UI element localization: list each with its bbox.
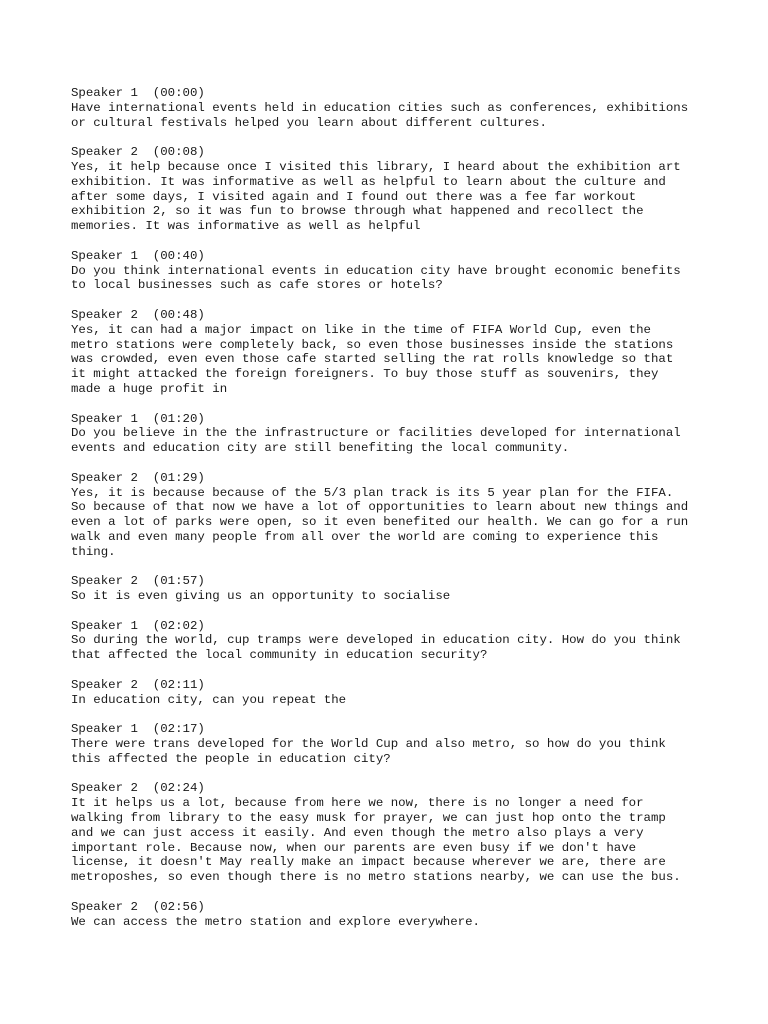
utterance-text — [71, 264, 731, 294]
speaker-name: Speaker 2 — [71, 470, 138, 485]
timestamp: (02:11) — [152, 677, 205, 692]
utterance-line: So because of that now we have a lot of opportunities to learn about new things and — [71, 500, 689, 515]
utterance-line: walk and even many people from all over the world are coming to experience this — [71, 529, 659, 544]
transcript-turn — [71, 678, 731, 708]
utterance-line: Yes, it is because because of the 5/3 plan track is its 5 year plan for the FIFA. — [71, 485, 674, 500]
transcript-turn — [71, 471, 731, 560]
utterance-line: thing. — [71, 544, 116, 559]
transcript-turn — [71, 249, 731, 293]
speaker-name: Speaker 2 — [71, 677, 138, 692]
transcript-turn — [71, 308, 731, 397]
utterance-line: memories. It was informative as well as helpful — [71, 219, 421, 234]
utterance-text — [71, 160, 731, 234]
speaker-timestamp-line — [71, 145, 731, 160]
speaker-timestamp-line — [71, 619, 731, 634]
utterance-line: even a lot of parks were open, so it even benefited our health. We can go for a run — [71, 515, 689, 530]
timestamp: (01:29) — [152, 470, 205, 485]
speaker-name: Speaker 1 — [71, 86, 138, 100]
utterance-line: and we can just access it easily. And even though the metro also plays a very — [71, 825, 644, 840]
utterance-line: Do you think international events in education city have brought economic benefits — [71, 263, 681, 278]
timestamp: (02:24) — [152, 781, 205, 796]
utterance-line: it might attacked the foreign foreigners. To buy those stuff as souvenirs, they — [71, 367, 659, 382]
speaker-timestamp-line — [71, 308, 731, 323]
transcript-turn — [71, 781, 731, 885]
timestamp: (00:08) — [152, 145, 205, 160]
speaker-name: Speaker 1 — [71, 411, 138, 426]
transcript-turn — [71, 86, 731, 130]
speaker-name: Speaker 1 — [71, 248, 138, 263]
transcript-turn — [71, 722, 731, 766]
utterance-line: We can access the metro station and explore everywhere. — [71, 914, 480, 929]
speaker-timestamp-line — [71, 412, 731, 427]
utterance-line: events and education city are still benefiting the local community. — [71, 441, 570, 456]
utterance-text — [71, 796, 731, 885]
utterance-text — [71, 633, 731, 663]
utterance-text — [71, 486, 731, 560]
timestamp: (01:57) — [152, 574, 205, 589]
transcript-turn — [71, 412, 731, 456]
utterance-line: was crowded, even even those cafe started selling the rat rolls knowledge so that — [71, 352, 674, 367]
timestamp: (02:02) — [152, 618, 205, 633]
speaker-timestamp-line — [71, 471, 731, 486]
utterance-text — [71, 915, 731, 930]
utterance-line: after some days, I visited again and I found out there was a fee far workout — [71, 189, 637, 204]
utterance-line: So it is even giving us an opportunity to socialise — [71, 589, 451, 604]
utterance-line: this affected the people in education city? — [71, 751, 391, 766]
utterance-line: There were trans developed for the World Cup and also metro, so how do you think — [71, 737, 666, 752]
utterance-line: that affected the local community in education security? — [71, 648, 488, 663]
utterance-text — [71, 737, 731, 767]
utterance-text — [71, 589, 731, 604]
speaker-name: Speaker 1 — [71, 722, 138, 737]
transcript-turn — [71, 619, 731, 663]
speaker-name: Speaker 2 — [71, 899, 138, 914]
timestamp: (02:56) — [152, 899, 205, 914]
utterance-line: In education city, can you repeat the — [71, 692, 347, 707]
timestamp: (02:17) — [152, 722, 205, 737]
utterance-line: exhibition. It was informative as well as helpful to learn about the culture and — [71, 174, 666, 189]
speaker-timestamp-line — [71, 781, 731, 796]
utterance-line: It it helps us a lot, because from here we now, there is no longer a need for — [71, 796, 644, 811]
utterance-line: So during the world, cup tramps were developed in education city. How do you think — [71, 633, 681, 648]
utterance-line: Yes, it can had a major impact on like in the time of FIFA World Cup, even the — [71, 322, 651, 337]
utterance-line: license, it doesn't May really make an impact because wherever we are, there are — [71, 855, 666, 870]
speaker-name: Speaker 2 — [71, 307, 138, 322]
utterance-line: Yes, it help because once I visited this library, I heard about the exhibition art — [71, 159, 681, 174]
utterance-line: made a huge profit in — [71, 381, 228, 396]
utterance-line: Do you believe in the the infrastructure or facilities developed for international — [71, 426, 681, 441]
utterance-line: or cultural festivals helped you learn about different cultures. — [71, 115, 547, 130]
transcript-turn — [71, 900, 731, 930]
timestamp: (00:00) — [152, 86, 205, 100]
utterance-text — [71, 693, 731, 708]
speaker-name: Speaker 2 — [71, 574, 138, 589]
timestamp: (01:20) — [152, 411, 205, 426]
utterance-text — [71, 323, 731, 397]
speaker-name: Speaker 1 — [71, 618, 138, 633]
transcript-document — [71, 86, 731, 944]
utterance-line: exhibition 2, so it was fun to browse through what happened and recollect the — [71, 204, 644, 219]
utterance-line: to local businesses such as cafe stores or hotels? — [71, 278, 443, 293]
utterance-text — [71, 101, 731, 131]
speaker-timestamp-line — [71, 86, 731, 101]
utterance-line: walking from library to the easy musk for prayer, we can just hop onto the tramp — [71, 811, 666, 826]
speaker-timestamp-line — [71, 249, 731, 264]
speaker-timestamp-line — [71, 574, 731, 589]
utterance-line: Have international events held in education cities such as conferences, exhibitions — [71, 100, 689, 115]
transcript-turn — [71, 145, 731, 234]
speaker-timestamp-line — [71, 900, 731, 915]
speaker-name: Speaker 2 — [71, 145, 138, 160]
utterance-line: metro stations were completely back, so even those businesses inside the stations — [71, 337, 674, 352]
utterance-text — [71, 426, 731, 456]
timestamp: (00:48) — [152, 307, 205, 322]
transcript-turn — [71, 574, 731, 604]
speaker-timestamp-line — [71, 722, 731, 737]
utterance-line: important role. Because now, when our parents are even busy if we don't have — [71, 840, 637, 855]
timestamp: (00:40) — [152, 248, 205, 263]
speaker-name: Speaker 2 — [71, 781, 138, 796]
speaker-timestamp-line — [71, 678, 731, 693]
utterance-line: metroposhes, so even though there is no metro stations nearby, we can use the bus. — [71, 870, 681, 885]
